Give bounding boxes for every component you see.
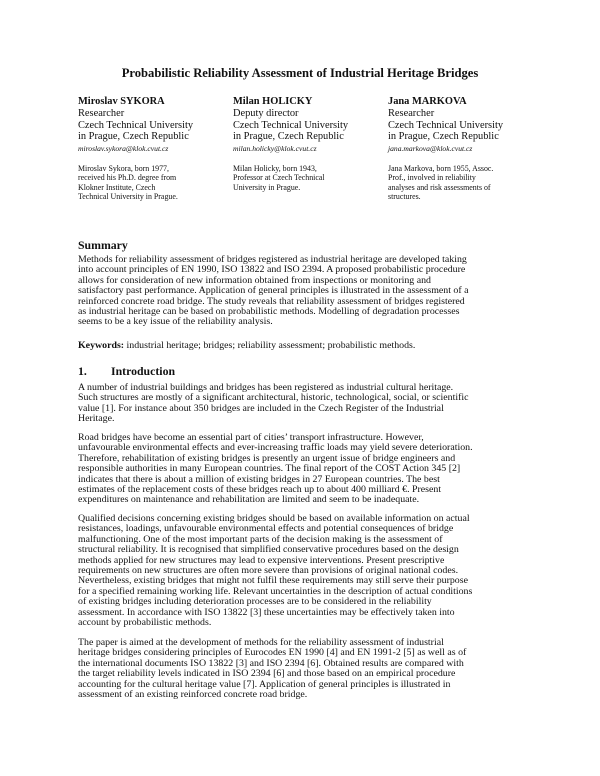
text-line: the target reliability levels indicated in ISO 2394 [6] and those based on an empirical procedure: [78, 669, 456, 680]
text-line: Therefore, rehabilitation of existing bridges is presently an urgent issue of bridge engineers and: [78, 453, 456, 464]
text-line: Such structures are mostly of a significant architectural, historic, technological, social, or scientific: [78, 393, 469, 404]
author-bio-line: Professor at Czech Technical: [233, 173, 325, 183]
text-line: expenditures on maintenance and rehabilitation are limited and seem to be inadequate.: [78, 495, 420, 506]
text-line: structural reliability. It is recognised that simplified conservative procedures based on the design: [78, 545, 459, 556]
text-line: accounting for the cultural heritage value [7]. Application of general principles is illustrated in: [78, 679, 451, 690]
text-line: Qualified decisions concerning existing bridges should be based on available information on actual: [78, 514, 470, 524]
keywords-text: industrial heritage; bridges; reliability assessment; probabilistic methods.: [124, 341, 416, 351]
author-name: Miroslav SYKORA: [78, 96, 165, 107]
text-line: of existing bridges including deterioration processes are to be considered in the reliability: [78, 597, 432, 608]
intro-paragraph-1: [78, 383, 528, 425]
text-line: satisfactory past performance. Application of general principles is illustrated in the assessment of a: [78, 286, 469, 297]
author-bio-line: Jana Markova, born 1955, Assoc.: [388, 163, 494, 173]
author-bio-line: Miroslav Sykora, born 1977,: [78, 163, 169, 173]
text-line: resistances, loadings, unfavourable environmental effects and potential consequences of bridge: [78, 524, 454, 535]
text-line: for a specified remaining working life. Relevant uncertainties in the description of actual conditions: [78, 586, 473, 597]
author-bio-line: Klokner Institute, Czech: [78, 182, 156, 192]
author-affiliation-line: Czech Technical University: [388, 119, 504, 131]
text-line: Road bridges have become an essential part of cities’ transport infrastructure. However,: [78, 433, 424, 443]
text-line: methods applied for new structures may lead to expensive interventions. Present prescriptive: [78, 555, 445, 566]
intro-paragraph-3: [78, 514, 528, 628]
text-line: responsible authorities in many European countries. The final report of the COST Action 345 [2]: [78, 464, 461, 475]
author-3: [388, 96, 543, 202]
text-line: A number of industrial buildings and bridges has been registered as industrial cultural heritage.: [78, 383, 454, 393]
author-bio-line: Prof., involved in reliability: [388, 173, 476, 183]
author-role: Researcher: [388, 108, 435, 119]
author-affiliation-line: in Prague, Czech Republic: [388, 131, 499, 142]
author-bio-line: analyses and risk assessments of: [388, 182, 491, 192]
section-number: 1.: [78, 364, 87, 378]
author-email: jana.markova@klok.cvut.cz: [388, 143, 473, 153]
text-line: Methods for reliability assessment of bridges registered as industrial heritage are developed taking: [78, 255, 467, 265]
author-role: Researcher: [78, 108, 125, 119]
author-affiliation-line: in Prague, Czech Republic: [233, 131, 344, 142]
author-bio-line: received his Ph.D. degree from: [78, 173, 177, 183]
author-bio: [78, 164, 233, 202]
author-bio: [233, 164, 388, 193]
intro-paragraph-2: [78, 433, 528, 506]
text-line: assessment. In accordance with ISO 13822 [3] these uncertainties may be effectively taken into: [78, 607, 455, 618]
paper-title: Probabilistic Reliability Assessment of Industrial Heritage Bridges: [121, 66, 479, 80]
text-line: estimates of the replacement costs of these bridges reach up to about 400 milliard €. Present: [78, 484, 442, 495]
text-line: as industrial heritage can be based on probabilistic methods. Modelling of degradation processes: [78, 306, 460, 317]
author-affiliation-line: Czech Technical University: [233, 119, 349, 131]
text-line: indicates that there is about a million of existing bridges in 27 European countries. The best: [78, 474, 440, 485]
text-line: into account principles of EN 1990, ISO 13822 and ISO 2394. A proposed probabilistic procedure: [78, 265, 466, 276]
intro-paragraph-4: [78, 638, 528, 700]
author-bio-line: Technical University in Prague.: [78, 192, 178, 202]
text-line: unfavourable environmental effects and ever-increasing traffic loads may yield severe deterioration.: [78, 443, 473, 454]
text-line: value [1]. For instance about 350 bridges are included in the Czech Register of the Industrial: [78, 403, 444, 414]
text-line: heritage bridges considering principles of Eurocodes EN 1990 [4] and EN 1991-2 [5] as well as of: [78, 648, 467, 659]
summary-paragraph: [78, 255, 528, 328]
text-line: account by probabilistic methods.: [78, 617, 212, 628]
text-line: reinforced concrete road bridge. The study reveals that reliability assessment of bridges registered: [78, 296, 465, 307]
author-bio-line: Milan Holicky, born 1943,: [233, 163, 317, 173]
text-line: seems to be a key issue of the reliability analysis.: [78, 317, 273, 328]
keywords-line: [78, 341, 528, 351]
author-affiliation-line: Czech Technical University: [78, 119, 194, 131]
text-line: allows for consideration of new information obtained from inspections or monitoring and: [78, 275, 431, 286]
text-line: Heritage.: [78, 414, 115, 425]
author-1: [78, 96, 233, 202]
text-line: Nevertheless, existing bridges that might not fulfil these requirements may still serve their purpose: [78, 576, 468, 587]
keywords-label: Keywords:: [78, 341, 125, 351]
author-bio-line: structures.: [388, 192, 421, 202]
author-affiliation-line: in Prague, Czech Republic: [78, 131, 189, 142]
text-line: assessment of an existing reinforced concrete road bridge.: [78, 689, 308, 700]
author-role: Deputy director: [233, 108, 299, 119]
summary-heading: Summary: [78, 238, 128, 252]
text-line: the international documents ISO 13822 [3] and ISO 2394 [6]. Obtained results are compared with: [78, 658, 464, 669]
text-line: The paper is aimed at the development of methods for the reliability assessment of industrial: [78, 638, 444, 648]
introduction-heading: [78, 364, 175, 378]
author-email: milan.holicky@klok.cvut.cz: [233, 143, 317, 153]
text-line: requirements on new structures are often more severe than provisions of original national codes.: [78, 565, 459, 576]
author-name: Milan HOLICKY: [233, 96, 313, 107]
author-email: miroslav.sykora@klok.cvut.cz: [78, 143, 169, 153]
section-title: Introduction: [111, 364, 176, 378]
author-2: [233, 96, 388, 192]
keywords: [78, 341, 528, 351]
author-bio: [388, 164, 543, 202]
author-name: Jana MARKOVA: [388, 96, 467, 107]
text-line: malfunctioning. One of the most important parts of the decision making is the assessment of: [78, 534, 443, 545]
author-bio-line: University in Prague.: [233, 182, 301, 192]
